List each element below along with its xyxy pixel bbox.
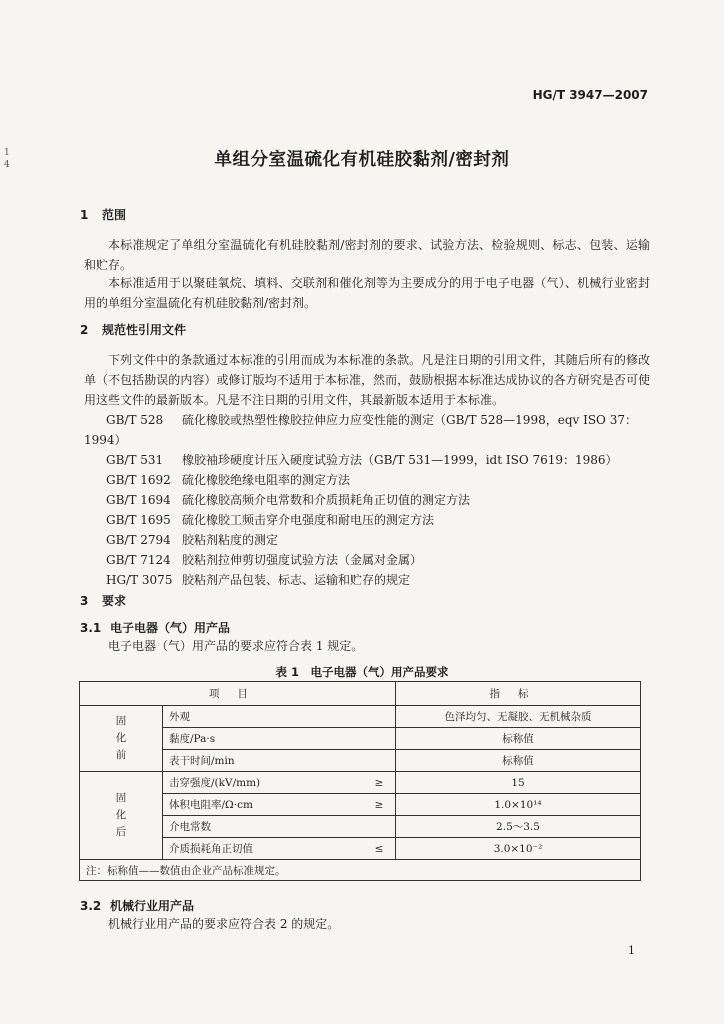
reference-code: GB/T 7124 <box>106 553 171 567</box>
page-number: 1 <box>628 944 635 957</box>
scope-paragraph-1: 本标准规定了单组分室温硫化有机硅胶黏剂/密封剂的要求、试验方法、检验规则、标志、包装、运输和贮存。 <box>84 238 650 272</box>
symbol-cell: ≤ <box>363 838 396 860</box>
value-cell: 标称值 <box>396 728 641 750</box>
table-note: 注：标称值——数值由企业产品标准规定。 <box>80 860 641 881</box>
reference-item <box>106 531 278 548</box>
value-cell: 15 <box>396 772 641 794</box>
section-3-2-heading <box>80 897 194 914</box>
section-number: 1 <box>80 208 89 222</box>
item-cell: 介质损耗角正切值 <box>163 838 364 860</box>
item-cell: 外观 <box>163 706 364 728</box>
section-title: 机械行业用产品 <box>110 899 195 913</box>
normative-references-paragraph: 下列文件中的条款通过本标准的引用而成为本标准的条款。凡是注日期的引用文件，其随后所有的修改单（不包括勘误的内容）或修订版均不适用于本标准，然而，鼓励根据本标准达成协议的各方研究是否可使用这些文件的最新版本。凡是不注日期的引用文件，其最新版本适用于本标准。 <box>84 353 650 407</box>
symbol-cell <box>363 816 396 838</box>
section-3-1-heading <box>80 619 230 636</box>
header-value: 指标 <box>396 682 641 706</box>
section-1-heading <box>80 206 126 223</box>
header-item: 项目 <box>80 682 396 706</box>
symbol-cell <box>363 728 396 750</box>
section-title: 规范性引用文件 <box>102 323 187 337</box>
scope-paragraph-2: 本标准适用于以聚硅氧烷、填料、交联剂和催化剂等为主要成分的用于电子电器（气）、机械行业密封用的单组分室温硫化有机硅胶黏剂/密封剂。 <box>84 276 650 310</box>
table-row <box>80 706 641 728</box>
item-cell: 介电常数 <box>163 816 364 838</box>
reference-item <box>106 571 410 588</box>
reference-text-continued: 1994） <box>84 433 127 447</box>
reference-item <box>106 411 637 428</box>
symbol-cell <box>363 750 396 772</box>
table-row <box>80 728 641 750</box>
group-label: 固 化 后 <box>115 792 127 838</box>
table-row <box>80 794 641 816</box>
section-number: 3 <box>80 594 89 608</box>
section-2-heading <box>80 321 186 338</box>
reference-code: GB/T 1695 <box>106 513 171 527</box>
group-before-cure <box>80 706 163 772</box>
section-title: 范围 <box>102 208 127 222</box>
group-label: 固 化 前 <box>115 715 127 761</box>
margin-mark: 4 <box>4 160 10 170</box>
table-1 <box>79 681 641 881</box>
table-1-caption: 表 1 电子电器（气）用产品要求 <box>275 665 449 679</box>
reference-code: GB/T 528 <box>106 413 164 427</box>
value-cell: 1.0×10¹⁴ <box>396 794 641 816</box>
group-after-cure <box>80 772 163 860</box>
value-cell: 2.5～3.5 <box>396 816 641 838</box>
item-cell: 黏度/Pa·s <box>163 728 364 750</box>
reference-text: 胶粘剂粘度的测定 <box>182 533 279 547</box>
section-number: 3.1 <box>80 621 102 635</box>
reference-item <box>106 551 422 568</box>
table-note-row <box>80 860 641 881</box>
reference-code: GB/T 1692 <box>106 473 171 487</box>
section-number: 3.2 <box>80 899 102 913</box>
value-cell: 3.0×10⁻² <box>396 838 641 860</box>
reference-code: GB/T 2794 <box>106 533 171 547</box>
document-title: 单组分室温硫化有机硅胶黏剂/密封剂 <box>214 150 510 170</box>
item-cell: 表干时间/min <box>163 750 364 772</box>
table-header-row <box>80 682 641 706</box>
reference-text: 胶粘剂产品包装、标志、运输和贮存的规定 <box>182 573 411 587</box>
item-cell: 击穿强度/(kV/mm) <box>163 772 364 794</box>
symbol-cell <box>363 706 396 728</box>
reference-item <box>106 451 618 468</box>
section-3-2-paragraph: 机械行业用产品的要求应符合表 2 的规定。 <box>108 917 340 931</box>
margin-mark: 1 <box>4 148 10 158</box>
symbol-cell: ≥ <box>363 772 396 794</box>
reference-item <box>106 471 350 488</box>
reference-code: GB/T 531 <box>106 453 164 467</box>
table-row <box>80 772 641 794</box>
section-number: 2 <box>80 323 89 337</box>
reference-text: 橡胶袖珍硬度计压入硬度试验方法（GB/T 531—1999，idt ISO 7619：1986） <box>182 453 618 467</box>
section-3-1-paragraph: 电子电器（气）用产品的要求应符合表 1 规定。 <box>108 639 364 653</box>
reference-text: 硫化橡胶绝缘电阻率的测定方法 <box>182 473 351 487</box>
reference-text: 硫化橡胶工频击穿介电强度和耐电压的测定方法 <box>182 513 435 527</box>
standard-number: HG/T 3947—2007 <box>532 88 648 102</box>
reference-text: 硫化橡胶高频介电常数和介质损耗角正切值的测定方法 <box>182 493 471 507</box>
section-title: 电子电器（气）用产品 <box>110 621 231 635</box>
value-cell: 标称值 <box>396 750 641 772</box>
reference-text: 硫化橡胶或热塑性橡胶拉伸应力应变性能的测定（GB/T 528—1998，eqv ISO 37： <box>182 413 637 427</box>
table-row <box>80 816 641 838</box>
value-cell: 色泽均匀、无凝胶、无机械杂质 <box>396 706 641 728</box>
reference-item <box>106 491 470 508</box>
table-row <box>80 750 641 772</box>
section-title: 要求 <box>102 594 127 608</box>
section-3-heading <box>80 592 126 609</box>
symbol-cell: ≥ <box>363 794 396 816</box>
reference-item <box>106 511 434 528</box>
item-cell: 体积电阻率/Ω·cm <box>163 794 364 816</box>
reference-code: GB/T 1694 <box>106 493 171 507</box>
table-row <box>80 838 641 860</box>
reference-text: 胶粘剂拉伸剪切强度试验方法（金属对金属） <box>182 553 423 567</box>
reference-code: HG/T 3075 <box>106 573 173 587</box>
